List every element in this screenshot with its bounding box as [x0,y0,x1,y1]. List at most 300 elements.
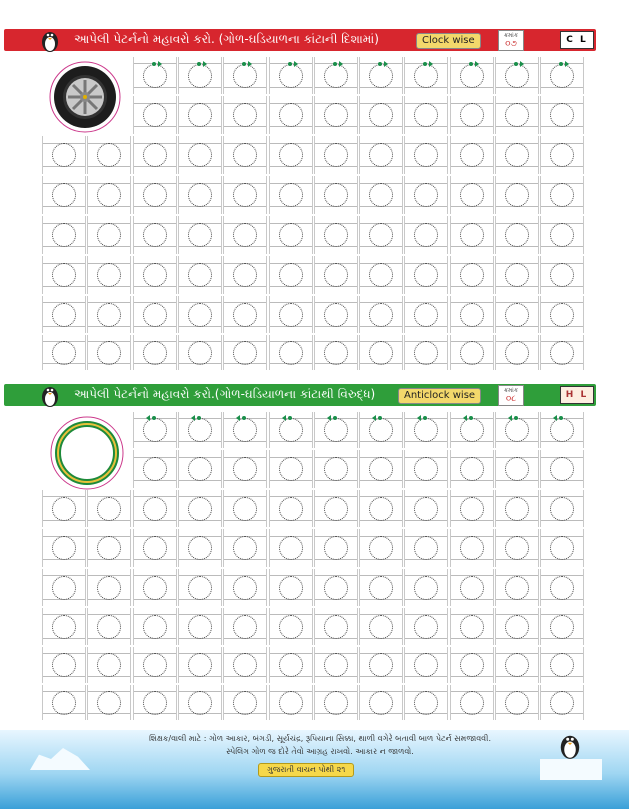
dotted-circle[interactable] [460,576,484,600]
teacher-note-line-2: સ્પેલિંગ ગોળ જ દોરે તેવો આગ્રહ રાખવો. આકાર ન જાળવો. [226,747,414,756]
dotted-circle[interactable] [188,341,212,365]
dotted-circle[interactable] [414,497,438,521]
trace-cell [133,647,177,683]
dotted-circle[interactable] [97,303,121,327]
dotted-circle[interactable] [460,457,484,481]
dotted-circle[interactable] [143,303,167,327]
dotted-circle[interactable] [97,691,121,715]
trace-cell [87,569,131,606]
dotted-circle[interactable] [460,223,484,247]
direction-tag: Anticlock wise [398,388,481,404]
trace-cell [495,450,539,488]
dotted-circle[interactable] [369,103,393,127]
trace-cell [133,296,177,333]
dotted-circle[interactable] [279,183,303,207]
dotted-circle[interactable] [233,691,257,715]
dotted-circle[interactable] [143,691,167,715]
trace-cell [269,96,313,134]
trace-cell [42,647,86,683]
dotted-circle[interactable] [233,263,257,287]
trace-cell [314,569,358,606]
trace-cell [87,256,131,294]
dotted-circle[interactable] [233,497,257,521]
trace-cell [269,136,313,174]
dotted-circle[interactable] [414,341,438,365]
dotted-circle[interactable] [505,615,529,639]
dotted-circle[interactable] [369,143,393,167]
trace-cell [359,176,403,214]
dotted-circle[interactable] [188,223,212,247]
trace-cell [495,569,539,606]
dotted-circle[interactable] [188,143,212,167]
dotted-circle[interactable] [279,263,303,287]
dotted-circle[interactable] [369,536,393,560]
trace-cell [178,176,222,214]
dotted-circle[interactable] [143,143,167,167]
trace-cell [495,136,539,174]
dotted-circle[interactable] [550,64,574,88]
trace-cell [269,529,313,567]
dotted-circle[interactable] [233,341,257,365]
trace-cell [495,608,539,645]
dotted-circle[interactable] [279,303,303,327]
dotted-circle[interactable] [369,691,393,715]
trace-cell [223,569,267,606]
penguin-icon [40,27,60,53]
dotted-circle[interactable] [143,183,167,207]
dotted-circle[interactable] [369,457,393,481]
trace-cell [133,96,177,134]
level-badge: H L [560,386,594,404]
level-badge: C L [560,31,594,49]
trace-cell [178,608,222,645]
teacher-note-line-1: શિક્ષક/વાલી માટે : ગોળ આકાર, બંગડી, સૂર્યચંદ્ર, રૂપિયાના સિક્કા, થાળી વગેરે બતાવી બાળ પેટર્ન સમજાવવી. [148,734,491,743]
dotted-circle[interactable] [279,418,303,442]
section-header-clockwise [4,29,596,51]
dotted-circle[interactable] [188,457,212,481]
dotted-circle[interactable] [414,615,438,639]
trace-cell [314,529,358,567]
trace-cell [359,296,403,333]
trace-cell [133,569,177,606]
number-label: ક્રમાંક [503,387,519,394]
trace-cell [133,412,177,448]
trace-cell [450,335,494,370]
trace-cell [178,490,222,527]
trace-cell [223,608,267,645]
dotted-circle[interactable] [505,691,529,715]
dotted-circle[interactable] [143,457,167,481]
dotted-circle[interactable] [188,497,212,521]
trace-cell [133,57,177,94]
dotted-circle[interactable] [460,263,484,287]
trace-cell [42,335,86,370]
dotted-circle[interactable] [324,497,348,521]
trace-cell [450,57,494,94]
dotted-circle[interactable] [414,64,438,88]
dotted-circle[interactable] [460,303,484,327]
dotted-circle[interactable] [505,341,529,365]
dotted-circle[interactable] [52,183,76,207]
trace-cell [450,490,494,527]
trace-cell [540,490,584,527]
trace-cell [223,529,267,567]
dotted-circle[interactable] [188,303,212,327]
trace-cell [359,685,403,720]
trace-cell [223,335,267,370]
dotted-circle[interactable] [143,418,167,442]
trace-cell [359,647,403,683]
dotted-circle[interactable] [143,341,167,365]
trace-cell [178,216,222,254]
dotted-circle[interactable] [188,615,212,639]
trace-cell [495,412,539,448]
trace-cell [495,96,539,134]
dotted-circle[interactable] [505,536,529,560]
dotted-circle[interactable] [52,303,76,327]
dotted-circle[interactable] [369,223,393,247]
dotted-circle[interactable] [369,653,393,677]
trace-cell [314,96,358,134]
trace-cell [404,647,448,683]
trace-cell [269,608,313,645]
trace-cell [404,490,448,527]
trace-cell [178,296,222,333]
dotted-circle[interactable] [97,615,121,639]
trace-cell [87,335,131,370]
dotted-circle[interactable] [143,103,167,127]
dotted-circle[interactable] [279,457,303,481]
trace-cell [540,136,584,174]
dotted-circle[interactable] [550,615,574,639]
dotted-circle[interactable] [279,615,303,639]
dotted-circle[interactable] [414,576,438,600]
trace-cell [495,490,539,527]
trace-cell [540,96,584,134]
dotted-circle[interactable] [460,103,484,127]
page-label: ગુજરાતી વાચન પોથી ૨૧ [258,763,354,777]
trace-cell [359,256,403,294]
trace-cell [314,136,358,174]
dotted-circle[interactable] [505,223,529,247]
trace-cell [133,136,177,174]
dotted-circle[interactable] [324,418,348,442]
dotted-circle[interactable] [324,457,348,481]
trace-cell [404,685,448,720]
trace-cell [178,335,222,370]
trace-cell [269,335,313,370]
dotted-circle[interactable] [505,457,529,481]
dotted-circle[interactable] [233,457,257,481]
trace-cell [42,685,86,720]
penguin-icon [40,382,60,408]
trace-cell [87,136,131,174]
trace-cell [223,412,267,448]
tracing-grid-clockwise [42,57,586,372]
dotted-circle[interactable] [550,341,574,365]
dotted-circle[interactable] [369,576,393,600]
section-title: આપેલી પેટર્નનો મહાવરો કરો. (ગોળ-ઘડિયાળના કાંટાની દિશામાં) [74,32,379,46]
tyre-icon [49,61,121,133]
dotted-circle[interactable] [324,223,348,247]
dotted-circle[interactable] [505,64,529,88]
dotted-circle[interactable] [505,653,529,677]
dotted-circle[interactable] [324,64,348,88]
dotted-circle[interactable] [550,303,574,327]
trace-cell [178,57,222,94]
dotted-circle[interactable] [414,691,438,715]
dotted-circle[interactable] [188,263,212,287]
trace-cell [223,136,267,174]
trace-cell [42,490,86,527]
trace-cell [450,136,494,174]
dotted-circle[interactable] [233,303,257,327]
trace-cell [178,569,222,606]
dotted-circle[interactable] [52,341,76,365]
dotted-circle[interactable] [324,536,348,560]
dotted-circle[interactable] [233,576,257,600]
trace-cell [178,647,222,683]
dotted-circle[interactable] [460,143,484,167]
trace-cell [87,176,131,214]
number-label: ક્રમાંક [503,32,519,39]
dotted-circle[interactable] [279,536,303,560]
dotted-circle[interactable] [52,497,76,521]
dotted-circle[interactable] [279,497,303,521]
trace-cell [42,529,86,567]
trace-cell [359,450,403,488]
dotted-circle[interactable] [52,576,76,600]
dotted-circle[interactable] [188,64,212,88]
trace-cell [269,490,313,527]
trace-cell [178,136,222,174]
dotted-circle[interactable] [505,143,529,167]
dotted-circle[interactable] [143,653,167,677]
trace-cell [359,608,403,645]
trace-cell [223,296,267,333]
dotted-circle[interactable] [550,576,574,600]
dotted-circle[interactable] [460,418,484,442]
trace-cell [495,57,539,94]
trace-cell [450,256,494,294]
dotted-circle[interactable] [369,497,393,521]
dotted-circle[interactable] [324,576,348,600]
trace-cell [450,296,494,333]
tyre-image [49,61,121,133]
dotted-circle[interactable] [369,341,393,365]
trace-cell [540,256,584,294]
dotted-circle[interactable] [279,576,303,600]
trace-cell [314,685,358,720]
trace-cell [404,529,448,567]
dotted-circle[interactable] [460,64,484,88]
trace-cell [178,529,222,567]
trace-cell [178,256,222,294]
trace-cell [42,296,86,333]
trace-cell [450,216,494,254]
trace-cell [359,335,403,370]
trace-cell [540,685,584,720]
dotted-circle[interactable] [414,303,438,327]
dotted-circle[interactable] [279,691,303,715]
trace-cell [540,412,584,448]
dotted-circle[interactable] [505,303,529,327]
dotted-circle[interactable] [143,536,167,560]
trace-cell [133,529,177,567]
dotted-circle[interactable] [505,183,529,207]
trace-cell [540,176,584,214]
section-header-anticlockwise [4,384,596,406]
trace-cell [359,96,403,134]
dotted-circle[interactable] [460,497,484,521]
dotted-circle[interactable] [369,615,393,639]
trace-cell [450,569,494,606]
dotted-circle[interactable] [188,691,212,715]
dotted-circle[interactable] [52,263,76,287]
dotted-circle[interactable] [143,223,167,247]
dotted-circle[interactable] [233,183,257,207]
trace-cell [404,412,448,448]
dotted-circle[interactable] [143,64,167,88]
trace-cell [87,216,131,254]
dotted-circle[interactable] [233,615,257,639]
dotted-circle[interactable] [324,183,348,207]
dotted-circle[interactable] [460,536,484,560]
trace-cell [314,176,358,214]
trace-cell [269,569,313,606]
dotted-circle[interactable] [143,263,167,287]
trace-cell [178,412,222,448]
dotted-circle[interactable] [505,576,529,600]
dotted-circle[interactable] [279,143,303,167]
dotted-circle[interactable] [324,103,348,127]
trace-cell [404,608,448,645]
dotted-circle[interactable] [52,536,76,560]
dotted-circle[interactable] [143,497,167,521]
trace-cell [223,490,267,527]
trace-cell [223,216,267,254]
trace-cell [269,57,313,94]
dotted-circle[interactable] [279,653,303,677]
dotted-circle[interactable] [460,341,484,365]
dotted-circle[interactable] [52,653,76,677]
dotted-circle[interactable] [279,341,303,365]
dotted-circle[interactable] [324,653,348,677]
exercise-number [498,30,524,51]
dotted-circle[interactable] [188,183,212,207]
dotted-circle[interactable] [97,576,121,600]
trace-cell [404,256,448,294]
trace-cell [314,647,358,683]
dotted-circle[interactable] [233,653,257,677]
dotted-circle[interactable] [505,418,529,442]
dotted-circle[interactable] [279,223,303,247]
trace-cell [450,608,494,645]
dotted-circle[interactable] [324,615,348,639]
dotted-circle[interactable] [52,223,76,247]
dotted-circle[interactable] [188,536,212,560]
trace-cell [178,685,222,720]
trace-cell [404,57,448,94]
dotted-circle[interactable] [52,143,76,167]
dotted-circle[interactable] [505,263,529,287]
dotted-circle[interactable] [233,418,257,442]
ring-icon [50,416,124,490]
dotted-circle[interactable] [369,303,393,327]
dotted-circle[interactable] [233,64,257,88]
dotted-circle[interactable] [233,536,257,560]
dotted-circle[interactable] [550,497,574,521]
dotted-circle[interactable] [188,653,212,677]
dotted-circle[interactable] [52,615,76,639]
trace-cell [540,296,584,333]
dotted-circle[interactable] [97,497,121,521]
dotted-circle[interactable] [279,103,303,127]
dotted-circle[interactable] [369,64,393,88]
dotted-circle[interactable] [97,341,121,365]
trace-cell [404,136,448,174]
dotted-circle[interactable] [279,64,303,88]
trace-cell [450,96,494,134]
ring-image [50,416,124,490]
trace-cell [223,647,267,683]
dotted-circle[interactable] [324,691,348,715]
trace-cell [540,335,584,370]
dotted-circle[interactable] [369,418,393,442]
trace-cell [133,608,177,645]
dotted-circle[interactable] [188,576,212,600]
dotted-circle[interactable] [369,263,393,287]
dotted-circle[interactable] [460,615,484,639]
trace-cell [87,608,131,645]
dotted-circle[interactable] [505,497,529,521]
trace-cell [314,256,358,294]
dotted-circle[interactable] [233,223,257,247]
dotted-circle[interactable] [143,615,167,639]
trace-cell [359,569,403,606]
dotted-circle[interactable] [324,263,348,287]
dotted-circle[interactable] [460,653,484,677]
dotted-circle[interactable] [505,103,529,127]
trace-cell [359,529,403,567]
dotted-circle[interactable] [188,418,212,442]
trace-cell [540,529,584,567]
dotted-circle[interactable] [188,103,212,127]
trace-cell [540,608,584,645]
trace-cell [495,647,539,683]
trace-cell [178,96,222,134]
dotted-circle[interactable] [233,143,257,167]
dotted-circle[interactable] [52,691,76,715]
trace-cell [540,216,584,254]
trace-cell [269,176,313,214]
dotted-circle[interactable] [233,103,257,127]
dotted-circle[interactable] [324,143,348,167]
dotted-circle[interactable] [324,303,348,327]
trace-cell [314,335,358,370]
trace-cell [223,176,267,214]
dotted-circle[interactable] [369,183,393,207]
trace-cell [133,256,177,294]
trace-cell [495,176,539,214]
trace-cell [269,216,313,254]
dotted-circle[interactable] [143,576,167,600]
dotted-circle[interactable] [324,341,348,365]
dotted-circle[interactable] [460,183,484,207]
trace-cell [359,490,403,527]
dotted-circle[interactable] [460,691,484,715]
dotted-circle[interactable] [550,691,574,715]
